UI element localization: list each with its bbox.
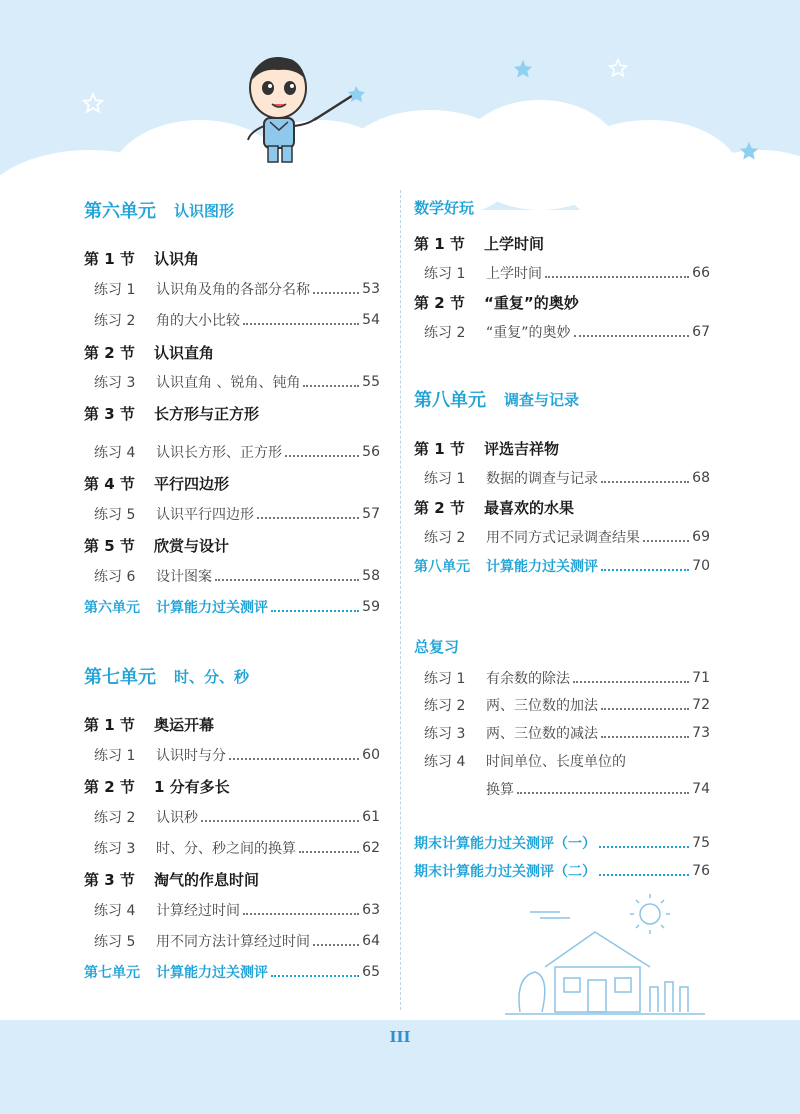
- exercise-entry[interactable]: 练习 2 “重复”的奥妙 67: [424, 324, 710, 341]
- section-heading[interactable]: 第 4 节 平行四边形: [84, 474, 230, 493]
- dot-leader: [215, 578, 359, 581]
- section-heading[interactable]: 第 2 节 最喜欢的水果: [414, 498, 575, 517]
- unit-number: 第六单元: [84, 201, 156, 222]
- review-heading[interactable]: 总复习: [414, 637, 460, 656]
- boy-mascot-illustration: [230, 50, 370, 170]
- dot-leader: [517, 791, 689, 794]
- unit-number: 第七单元: [84, 667, 156, 688]
- dot-leader: [243, 322, 359, 325]
- page-number: 75: [692, 835, 710, 851]
- section-heading[interactable]: 第 3 节 淘气的作息时间: [84, 870, 260, 889]
- final-test-entry[interactable]: 期末计算能力过关测评（二） 76: [414, 863, 710, 880]
- unit-test-entry[interactable]: 第八单元 计算能力过关测评 70: [414, 558, 710, 575]
- page-number: 72: [692, 697, 710, 713]
- unit-heading[interactable]: [84, 198, 380, 222]
- page-number: 67: [692, 324, 710, 340]
- page-number: 63: [362, 902, 380, 918]
- dot-leader: [599, 873, 689, 876]
- dot-leader: [271, 974, 359, 977]
- page-number: 71: [692, 670, 710, 686]
- unit-heading[interactable]: [84, 664, 380, 688]
- exercise-entry[interactable]: 练习 1 有余数的除法 71: [424, 670, 710, 687]
- page-number: 68: [692, 470, 710, 486]
- dot-leader: [299, 850, 359, 853]
- page-number: 59: [362, 599, 380, 615]
- page-number: 54: [362, 312, 380, 328]
- dot-leader: [201, 819, 359, 822]
- fun-math-heading[interactable]: 数学好玩: [414, 198, 475, 217]
- dot-leader: [257, 516, 359, 519]
- page-number: 76: [692, 863, 710, 879]
- star-icon: [82, 92, 104, 114]
- section-heading[interactable]: 第 1 节 上学时间: [414, 234, 545, 253]
- exercise-entry[interactable]: 练习 4 时间单位、长度单位的: [424, 754, 626, 770]
- page-number: 60: [362, 747, 380, 763]
- house-illustration: [500, 892, 710, 1022]
- exercise-entry[interactable]: 练习 5 用不同方法计算经过时间 64: [94, 933, 380, 950]
- dot-leader: [574, 334, 690, 337]
- section-heading[interactable]: 第 3 节 长方形与正方形: [84, 404, 260, 423]
- page-number: 65: [362, 964, 380, 980]
- dot-leader: [285, 454, 359, 457]
- page-number: 74: [692, 781, 710, 797]
- section-heading[interactable]: 第 2 节 1 分有多长: [84, 777, 230, 796]
- column-divider: [400, 190, 401, 1010]
- exercise-entry[interactable]: 练习 3 认识直角 、锐角、钝角 55: [94, 374, 380, 391]
- page-number: 56: [362, 444, 380, 460]
- dot-leader: [643, 539, 689, 542]
- exercise-entry[interactable]: 练习 2 两、三位数的加法 72: [424, 697, 710, 714]
- dot-leader: [313, 943, 359, 946]
- page-number: 55: [362, 374, 380, 390]
- page-number-footer: III: [389, 1028, 411, 1046]
- exercise-entry[interactable]: 练习 2 用不同方式记录调查结果 69: [424, 529, 710, 546]
- dot-leader: [545, 275, 689, 278]
- unit-heading[interactable]: [414, 387, 710, 411]
- exercise-entry[interactable]: 练习 3 时、分、秒之间的换算 62: [94, 840, 380, 857]
- unit-number: 第八单元: [414, 390, 486, 411]
- page-number: 64: [362, 933, 380, 949]
- exercise-entry[interactable]: 练习 6 设计图案 58: [94, 568, 380, 585]
- section-heading[interactable]: 第 1 节 认识角: [84, 249, 200, 268]
- page-number: 66: [692, 265, 710, 281]
- dot-leader: [243, 912, 359, 915]
- unit-test-entry[interactable]: 第六单元 计算能力过关测评 59: [84, 599, 380, 616]
- exercise-entry[interactable]: 练习 1 认识时与分 60: [94, 747, 380, 764]
- dot-leader: [573, 680, 689, 683]
- exercise-entry[interactable]: 练习 2 角的大小比较 54: [94, 312, 380, 329]
- page-number: 61: [362, 809, 380, 825]
- exercise-entry[interactable]: 练习 2 认识秒 61: [94, 809, 380, 826]
- dot-leader: [601, 480, 689, 483]
- dot-leader: [313, 291, 359, 294]
- unit-title: 认识图形: [174, 201, 235, 220]
- star-icon: [738, 140, 760, 162]
- exercise-entry-continued[interactable]: 换算 74: [486, 781, 710, 798]
- section-heading[interactable]: 第 2 节 “重复”的奥妙: [414, 293, 579, 312]
- exercise-entry[interactable]: 练习 1 数据的调查与记录 68: [424, 470, 710, 487]
- exercise-entry[interactable]: 练习 1 上学时间 66: [424, 265, 710, 282]
- star-icon: [512, 58, 534, 80]
- dot-leader: [229, 757, 359, 760]
- exercise-entry[interactable]: 练习 1 认识角及角的各部分名称 53: [94, 281, 380, 298]
- dot-leader: [601, 735, 689, 738]
- page-number: 57: [362, 506, 380, 522]
- star-icon: [608, 58, 628, 78]
- section-heading[interactable]: 第 2 节 认识直角: [84, 343, 215, 362]
- page-number: 70: [692, 558, 710, 574]
- section-heading[interactable]: 第 1 节 评选吉祥物: [414, 439, 560, 458]
- final-test-entry[interactable]: 期末计算能力过关测评（一） 75: [414, 835, 710, 852]
- dot-leader: [601, 568, 689, 571]
- page-number: 73: [692, 725, 710, 741]
- section-heading[interactable]: 第 1 节 奥运开幕: [84, 715, 215, 734]
- unit-title: 时、分、秒: [174, 667, 250, 686]
- section-heading[interactable]: 第 5 节 欣赏与设计: [84, 536, 230, 555]
- dot-leader: [601, 707, 689, 710]
- dot-leader: [599, 845, 689, 848]
- exercise-entry[interactable]: 练习 5 认识平行四边形 57: [94, 506, 380, 523]
- exercise-entry[interactable]: 练习 4 认识长方形、正方形 56: [94, 444, 380, 461]
- exercise-entry[interactable]: 练习 3 两、三位数的减法 73: [424, 725, 710, 742]
- dot-leader: [303, 384, 359, 387]
- unit-test-entry[interactable]: 第七单元 计算能力过关测评 65: [84, 964, 380, 981]
- page-number: 53: [362, 281, 380, 297]
- exercise-entry[interactable]: 练习 4 计算经过时间 63: [94, 902, 380, 919]
- page-number: 69: [692, 529, 710, 545]
- page-number: 62: [362, 840, 380, 856]
- dot-leader: [271, 609, 359, 612]
- page-number: 58: [362, 568, 380, 584]
- unit-title: 调查与记录: [504, 390, 580, 409]
